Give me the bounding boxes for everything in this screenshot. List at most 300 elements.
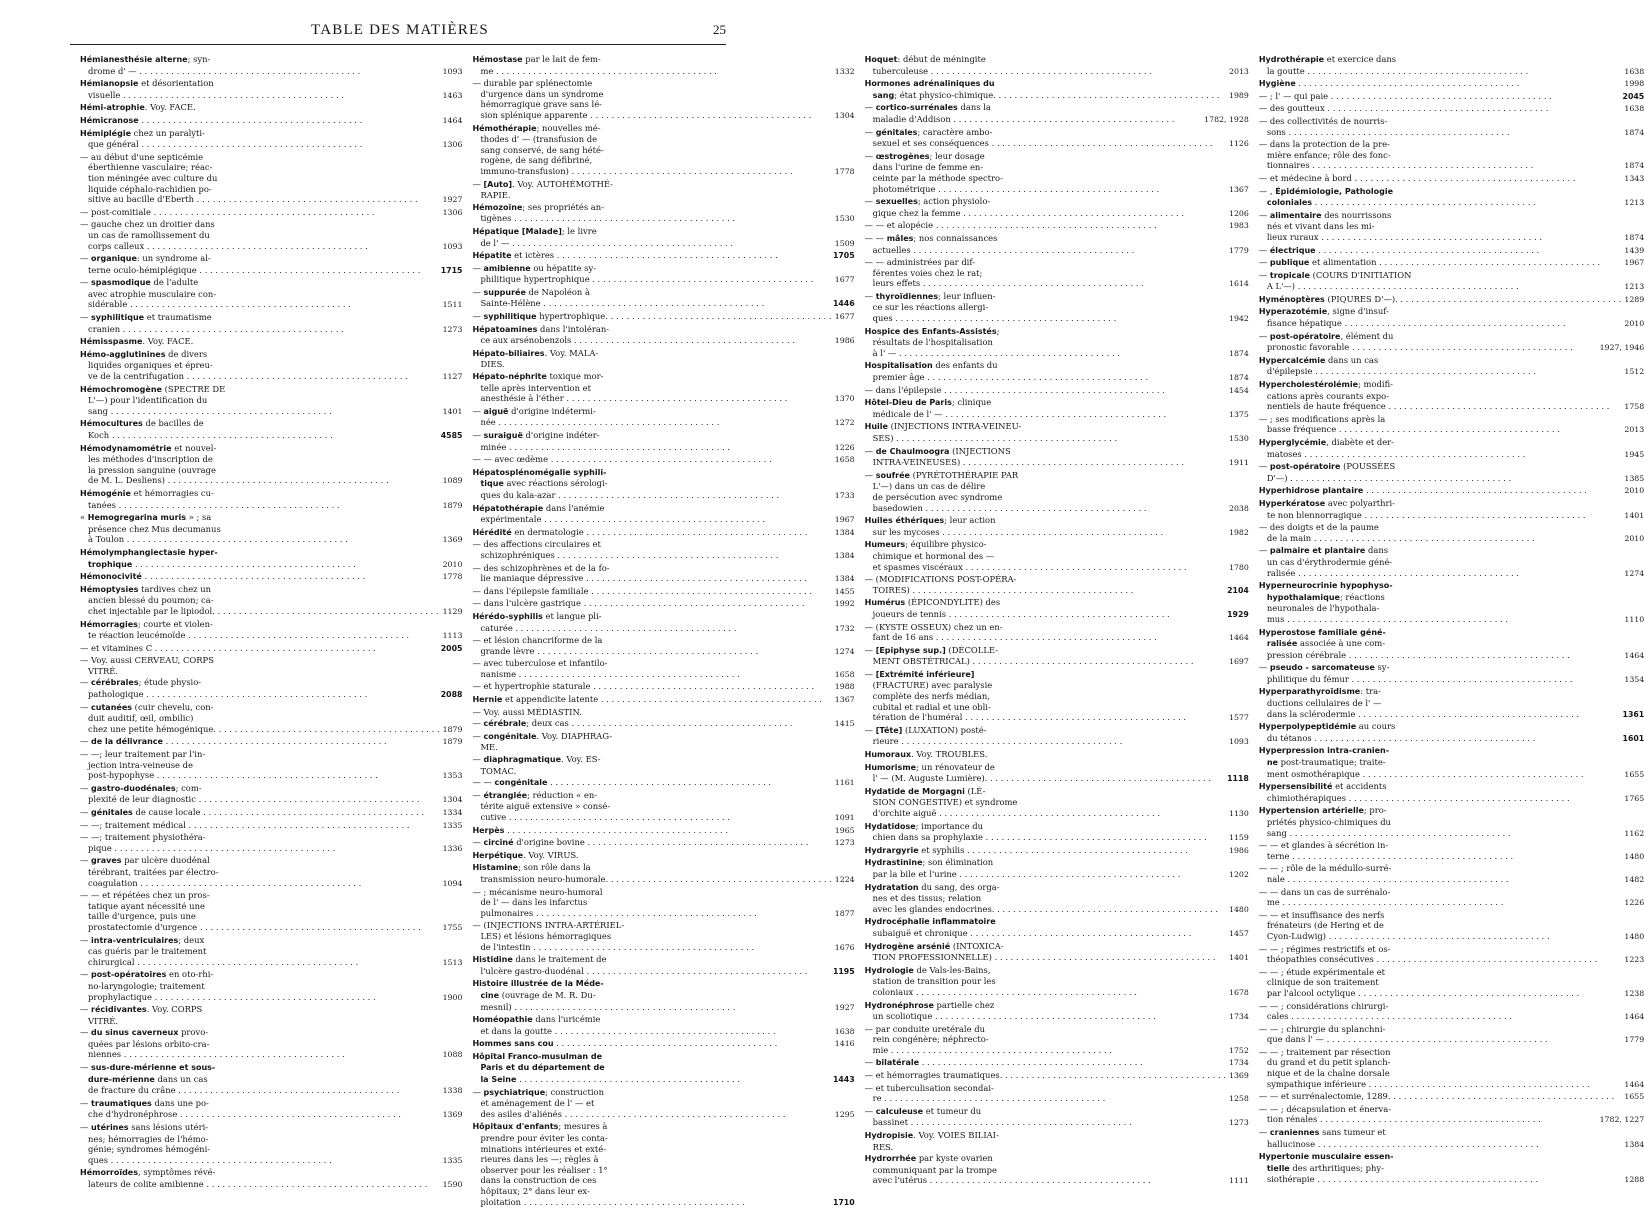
index-entry	[80, 207, 462, 219]
entry-page-ref: 1733	[834, 490, 855, 500]
index-entry	[865, 78, 1249, 101]
index-entry	[80, 749, 462, 782]
entry-text: — cérébrale; deux cas . . .	[472, 718, 831, 730]
entry-text: philitique hypertrophique . . .	[480, 274, 831, 285]
entry-text: — récidivantes. Voy. CORPS	[80, 1004, 203, 1015]
entry-text: lieux ruraux . . .	[1267, 232, 1622, 243]
entry-text: dans la sclérodermie . . .	[1267, 709, 1620, 720]
index-columns	[80, 54, 1644, 1207]
entry-page-ref: 1354	[1624, 674, 1644, 684]
entry-text: duit auditif, œil, ombilic)	[88, 713, 194, 724]
index-entry	[80, 128, 462, 151]
index-entry	[472, 754, 854, 776]
entry-page-ref: 1967	[1624, 258, 1644, 268]
index-entry	[472, 179, 854, 201]
entry-text: tion méningée avec culture du	[88, 172, 218, 183]
entry-text: Hépatosplénomégalie syphili-	[472, 467, 607, 477]
entry-page-ref: 1715	[440, 265, 463, 275]
index-entry	[1259, 173, 1644, 185]
entry-page-ref: 1697	[1228, 657, 1249, 667]
entry-text: chimique et hormonal des —	[872, 550, 995, 561]
entry-text: Hyperglycémie, diabète et der-	[1258, 437, 1394, 447]
page-header	[0, 0, 800, 48]
index-entry	[472, 1051, 854, 1086]
entry-page-ref: 1464	[1624, 1079, 1644, 1089]
entry-text: Hydrargyrie et syphilis . . .	[865, 845, 1226, 857]
entry-text: Hémolymphangiectasie hyper-	[80, 547, 218, 557]
index-entry	[865, 360, 1249, 383]
index-entry	[865, 220, 1249, 232]
index-entry	[865, 762, 1249, 785]
index-entry	[865, 291, 1249, 325]
entry-text: Hépatoamines dans l'intoléran-	[472, 323, 610, 334]
entry-text: — sexuelles; action physiolo-	[864, 196, 991, 207]
entry-text: de l' — . . .	[480, 238, 831, 249]
entry-text: — tropicale (COURS D'INITIATION	[1258, 269, 1412, 280]
entry-text: ceinte par la méthode spectro-	[872, 172, 1003, 183]
entry-text: Humeurs; équilibre physico-	[864, 539, 987, 550]
entry-text: Hémogénie et hémorragies cu-	[80, 487, 214, 498]
entry-text: niennes . . .	[88, 1049, 440, 1060]
entry-page-ref: 2088	[440, 690, 463, 700]
index-entry	[80, 1098, 462, 1121]
entry-text: rieure . . .	[873, 736, 1226, 747]
entry-text: Hémoptysies tardives chez un	[80, 583, 212, 594]
index-column-1	[80, 54, 463, 1189]
entry-page-ref: 1734	[1228, 1012, 1249, 1022]
entry-text: te réaction leucémoïde . . .	[88, 630, 440, 641]
index-entry	[1259, 745, 1644, 780]
entry-page-ref: 2013	[1624, 425, 1644, 435]
entry-page-ref: 1986	[1228, 845, 1249, 855]
entry-text: par la bile et l'urine . . .	[873, 869, 1226, 880]
entry-page-ref: 1258	[1228, 1094, 1249, 1104]
index-entry	[865, 257, 1249, 290]
entry-text: Hypertonie musculaire essen-	[1258, 1152, 1394, 1162]
entry-text: — cérébrales; étude physio-	[80, 677, 202, 688]
index-entry	[80, 312, 462, 335]
entry-text: visuelle . . .	[88, 90, 440, 101]
entry-text: Hypercalcémie dans un cas	[1258, 354, 1379, 365]
entry-page-ref: 1655	[1624, 1092, 1644, 1102]
entry-text: VITRÉ.	[88, 665, 119, 676]
entry-text: — et lésion chancriforme de la	[472, 635, 603, 646]
entry-page-ref: 2104	[1227, 585, 1249, 595]
entry-text: rieures dans les —; règles à	[480, 1154, 599, 1165]
entry-page-ref: 1338	[442, 1086, 463, 1096]
entry-text: — palmaire et plantaire dans	[1258, 545, 1389, 556]
header-rule	[70, 44, 726, 45]
entry-text: — (MODIFICATIONS POST-OPÉRA-	[864, 574, 1017, 585]
entry-text: nanisme . . .	[480, 669, 831, 680]
entry-text: — traumatiques dans une po-	[80, 1097, 209, 1108]
entry-text: frénateurs (de Hering et de	[1266, 920, 1384, 931]
entry-text: LES) et lésions hémorragiques	[480, 930, 612, 941]
entry-text: — ; ses modifications après la	[1258, 413, 1386, 424]
entry-page-ref: 1195	[832, 966, 855, 976]
entry-text: station de transition pour les	[872, 976, 996, 987]
index-entry	[865, 385, 1249, 397]
entry-page-ref: 4585	[440, 431, 463, 440]
entry-text: théopathies consécutives . . .	[1267, 954, 1622, 965]
entry-text: — — ; chirurgie du splanchni-	[1258, 1023, 1386, 1034]
index-entry	[865, 1000, 1249, 1023]
entry-text: — craniennes sans tumeur et	[1258, 1127, 1386, 1138]
entry-page-ref: 1332	[834, 66, 855, 76]
entry-text: Histamine; son rôle dans la	[472, 862, 591, 873]
entry-page-ref: 1126	[1228, 139, 1249, 149]
index-entry	[1259, 1151, 1644, 1186]
index-entry	[865, 916, 1249, 939]
index-entry	[1259, 414, 1644, 436]
index-entry	[1259, 116, 1644, 138]
entry-text: Cyon-Ludwig) . . .	[1267, 931, 1622, 942]
entry-page-ref: 1273	[834, 838, 855, 848]
entry-text: Hyperkératose avec polyarthri-	[1258, 497, 1395, 508]
index-entry	[1259, 662, 1644, 685]
entry-text: Hydrogène arsénié (INTOXICA-	[864, 940, 1004, 951]
index-entry	[865, 882, 1249, 916]
index-entry	[865, 965, 1249, 999]
entry-page-ref: 1983	[1228, 221, 1249, 231]
entry-page-ref: 1274	[834, 646, 855, 656]
index-entry	[1259, 580, 1644, 625]
entry-page-ref: 2010	[1624, 486, 1644, 496]
entry-text: lie maniaque dépressive . . .	[480, 573, 831, 584]
entry-page-ref: 1369	[442, 535, 463, 545]
entry-text: pronostic favorable . . .	[1267, 342, 1597, 353]
index-entry	[865, 196, 1249, 219]
entry-page-ref: 1614	[1228, 279, 1249, 289]
entry-text: — utérines sans lésions utéri-	[80, 1122, 209, 1133]
entry-text: ce sur les réactions allergi-	[872, 302, 989, 313]
index-entry	[1259, 1104, 1644, 1126]
entry-text: ploitation . . .	[480, 1197, 830, 1208]
entry-text: — thyroïdiennes; leur influen-	[864, 290, 996, 301]
entry-page-ref: 1874	[1624, 232, 1644, 242]
index-entry	[1259, 863, 1644, 885]
entry-page-ref: 1130	[1228, 809, 1249, 818]
entry-page-ref: 1162	[1624, 828, 1644, 838]
entry-text: (FRACTURE) avec paralysie	[872, 680, 993, 691]
index-entry	[472, 1087, 854, 1121]
entry-page-ref: 1367	[834, 695, 855, 705]
entry-text: neuronales de l'hypothala-	[1266, 603, 1380, 614]
entry-text: Hémothérapie; nouvelles mé-	[472, 122, 601, 133]
entry-page-ref: 1530	[1228, 434, 1249, 443]
entry-text: — des collectivités de nourris-	[1258, 115, 1388, 126]
page-number: 25	[713, 22, 726, 37]
entry-page-ref: 1295	[834, 1109, 855, 1119]
entry-text: no-laryngologie; traitement	[88, 980, 205, 991]
entry-text: chirurgical . . .	[88, 957, 440, 968]
entry-text: sang . . .	[1267, 828, 1622, 839]
index-entry	[80, 1167, 462, 1190]
entry-page-ref: 2038	[1228, 503, 1249, 513]
entry-text: Hypersensibilité et accidents	[1258, 781, 1387, 792]
entry-text: chet injectable par le lipiodol. . . .	[88, 606, 440, 617]
entry-text: — Voy. aussi MÉDIASTIN.	[472, 706, 582, 717]
index-entry	[80, 1062, 462, 1097]
entry-text: Hyménoptères (PIQURES D'—). . . .	[1259, 294, 1622, 306]
entry-text: grande lèvre . . .	[480, 646, 831, 657]
entry-text: premier âge . . .	[873, 372, 1226, 383]
entry-page-ref: 1577	[1228, 713, 1249, 723]
index-entry	[865, 151, 1249, 195]
entry-text: siothérapie . . .	[1267, 1174, 1622, 1185]
entry-text: pathologique . . .	[88, 689, 438, 700]
entry-page-ref: 1965	[834, 825, 855, 835]
entry-page-ref: 1480	[1624, 931, 1644, 941]
entry-text: Histidine dans le traitement de	[472, 954, 607, 965]
index-column-4	[1258, 54, 1644, 1185]
entry-text: l' — (M. Auguste Lumière). . . .	[873, 773, 1224, 784]
entry-text: cutive . . .	[480, 812, 831, 823]
entry-text: — cutanées (cuir chevelu, con-	[80, 701, 214, 712]
entry-text: complète des nerfs médian,	[872, 691, 990, 702]
entry-text: de fracture du crâne . . .	[88, 1085, 440, 1096]
index-entry	[865, 1153, 1249, 1187]
index-entry	[80, 1122, 462, 1166]
entry-text: de M. L. Desliens) . . .	[88, 475, 440, 486]
entry-text: ques . . .	[873, 313, 1226, 324]
entry-text: — — avec œdème . . .	[472, 454, 831, 465]
entry-text: Hépatothérapie dans l'anémie	[472, 502, 605, 513]
entry-text: du grand et du petit splanch-	[1266, 1057, 1391, 1068]
index-entry	[472, 1038, 854, 1050]
entry-text: Hémi-atrophie. Voy. FACE.	[80, 102, 196, 113]
entry-text: dure-mérienne dans un cas	[88, 1073, 208, 1084]
entry-text: tigènes . . .	[480, 213, 831, 224]
entry-text: cales . . .	[1267, 1011, 1622, 1022]
index-entry	[1259, 461, 1644, 484]
entry-text: Hydatide de Morgagni (LÉ-	[864, 785, 986, 796]
entry-text: sang; état physico-chimique. . . .	[873, 90, 1226, 102]
entry-text: hémorragique grave sans lé-	[480, 99, 603, 110]
entry-page-ref: 1765	[1624, 793, 1644, 803]
entry-text: — dans l'épilepsie familiale . . .	[472, 586, 831, 597]
entry-text: corps calleux . . .	[88, 241, 440, 252]
entry-text: Hémostase par le lait de fem-	[472, 54, 601, 64]
entry-text: plexité de leur diagnostic . . .	[88, 794, 440, 805]
entry-page-ref: 1306	[442, 207, 463, 217]
entry-text: éberthienne vasculaire; réac-	[88, 162, 213, 173]
entry-page-ref: 1677	[834, 312, 855, 322]
entry-text: — post-opératoire, élément du	[1258, 330, 1394, 341]
entry-page-ref: 1512	[1624, 367, 1644, 377]
index-entry	[80, 832, 462, 854]
entry-text: drome d' — . . .	[88, 66, 440, 77]
entry-text: — dans l'épilepsie . . .	[865, 385, 1226, 396]
entry-text: — bilatérale . . .	[865, 1057, 1226, 1069]
entry-page-ref: 1110	[1624, 614, 1644, 624]
entry-text: — électrique . . .	[1259, 245, 1622, 257]
index-entry	[1259, 78, 1644, 90]
index-entry	[472, 837, 854, 849]
index-entry	[1259, 294, 1644, 306]
entry-text: ment osmothérapique . . .	[1267, 769, 1622, 780]
entry-page-ref: 1464	[1624, 650, 1644, 660]
entry-text: Hôtel-Dieu de Paris; clinique	[864, 397, 992, 408]
entry-page-ref: 1879	[442, 724, 463, 734]
index-entry	[472, 454, 854, 466]
entry-text: Hôpitaux d'enfants; mesures à	[472, 1121, 608, 1132]
entry-page-ref: 1782, 1227	[1599, 1115, 1644, 1125]
index-entry	[865, 622, 1249, 644]
entry-text: présence chez Mus decumanus	[88, 523, 221, 534]
entry-text: me . . .	[1267, 897, 1622, 908]
entry-text: et spasmes viscéraux . . .	[873, 562, 1226, 573]
index-entry	[1259, 245, 1644, 257]
entry-text: chien dans sa prophylaxie . . .	[873, 832, 1226, 843]
entry-text: et aménagement de l' — et	[480, 1098, 595, 1109]
entry-text: ne post-traumatique; traite-	[1266, 757, 1386, 768]
index-entry	[865, 645, 1249, 668]
entry-text: — — dans un cas de surrénalo-	[1258, 886, 1391, 897]
entry-page-ref: 1111	[1228, 1176, 1249, 1186]
entry-page-ref: 1782, 1928	[1204, 114, 1249, 124]
entry-text: — —; leur traitement par l'in-	[80, 749, 206, 760]
entry-text: Hépato-biliaires. Voy. MALA-	[472, 347, 599, 358]
index-entry	[865, 749, 1249, 761]
entry-text: rogène, de sang défibriné,	[480, 155, 593, 166]
entry-page-ref: 1118	[1227, 774, 1249, 784]
entry-page-ref: 1480	[1228, 904, 1249, 914]
entry-page-ref: 1480	[1624, 851, 1644, 861]
index-entry	[472, 527, 854, 539]
entry-page-ref: 1874	[1228, 348, 1249, 358]
entry-page-ref: 1879	[442, 737, 463, 747]
entry-text: Hyperhidrose plantaire . . .	[1259, 485, 1622, 497]
entry-text: thodes d' — (transfusion de	[480, 134, 598, 145]
entry-text: — — et glandes à sécrétion in-	[1258, 840, 1389, 851]
index-entry	[865, 1057, 1249, 1069]
entry-text: sur les mycoses . . .	[873, 527, 1226, 538]
entry-text: — — ; rôle de la médullo-surré-	[1258, 863, 1392, 874]
entry-text: subaiguë et chronique . . .	[873, 928, 1226, 939]
index-entry	[80, 102, 462, 114]
entry-page-ref: 1638	[1624, 104, 1644, 114]
index-entry	[472, 681, 854, 693]
entry-page-ref: 1942	[1228, 314, 1249, 324]
entry-page-ref: 1929	[1227, 609, 1249, 619]
entry-text: de l' — dans les infarctus	[480, 897, 588, 908]
entry-page-ref: 1443	[832, 1075, 855, 1085]
entry-page-ref: 1779	[1624, 1035, 1644, 1045]
entry-text: TION PROFESSIONNELLE) . . .	[873, 952, 1226, 963]
entry-text: — et hypertrophie staturale . . .	[472, 681, 831, 692]
entry-text: cranien . . .	[88, 324, 440, 335]
index-entry	[865, 574, 1249, 596]
entry-text: les méthodes d'inscription de	[88, 454, 213, 465]
entry-text: TOMAC.	[480, 765, 517, 776]
index-entry	[472, 978, 854, 1013]
entry-text: Hydratation du sang, des orga-	[864, 881, 1000, 892]
entry-page-ref: 1601	[1622, 733, 1644, 743]
entry-page-ref: 1705	[832, 251, 855, 261]
index-entry	[80, 736, 462, 748]
entry-text: basedowien . . .	[873, 503, 1226, 514]
index-entry	[80, 512, 462, 546]
entry-page-ref: 1590	[442, 1180, 463, 1189]
entry-text: « Hemogregarina muris » ; sa	[80, 512, 212, 523]
entry-text: — — et répétées chez un pros-	[80, 890, 210, 901]
entry-text: — et vitamines C . . .	[80, 643, 438, 654]
index-entry	[80, 219, 462, 252]
entry-text: Hémianopsie et désorientation	[80, 78, 214, 89]
index-entry	[80, 253, 462, 276]
entry-page-ref: 2010	[1624, 533, 1644, 543]
entry-page-ref: 1638	[1624, 66, 1644, 76]
index-entry	[1259, 210, 1644, 244]
entry-text: INTRA-VEINEUSES) . . .	[873, 457, 1226, 468]
entry-text: cations après courants expo-	[1266, 390, 1389, 401]
entry-page-ref: 1927, 1946	[1599, 343, 1644, 353]
entry-text: Humérus (ÉPICONDYLITE) des	[864, 597, 1001, 608]
index-entry	[865, 233, 1249, 256]
entry-text: — (KYSTE OSSEUX) chez un en-	[864, 621, 1003, 632]
entry-text: RES.	[872, 1141, 894, 1152]
entry-text: pique . . .	[88, 843, 440, 854]
index-entry	[1259, 103, 1644, 115]
entry-text: expérimentale . . .	[480, 514, 831, 525]
entry-text: — calculeuse et tumeur du	[864, 1105, 982, 1116]
index-entry	[80, 677, 462, 700]
entry-text: photométrique . . .	[873, 184, 1226, 195]
entry-page-ref: 1093	[1228, 737, 1249, 747]
entry-text: Hydrastinine; son élimination	[864, 857, 994, 868]
entry-text: philitique du fémur . . .	[1267, 674, 1622, 685]
index-entry	[80, 115, 462, 127]
entry-text: — de Chaulmoogra (INJECTIONS	[864, 445, 1011, 456]
entry-text: et dans la goutte . . .	[480, 1026, 831, 1037]
entry-text: Hépatite et ictères . . .	[472, 250, 830, 262]
index-entry	[865, 597, 1249, 620]
entry-text: MENT OBSTÉTRICAL) . . .	[873, 656, 1226, 667]
index-entry	[865, 421, 1249, 444]
entry-text: Hémonocivité . . .	[80, 571, 440, 583]
entry-page-ref: 1304	[442, 795, 463, 805]
index-entry	[80, 584, 462, 618]
entry-page-ref: 1401	[1228, 953, 1249, 963]
entry-page-ref: 1779	[1228, 245, 1249, 255]
entry-page-ref: 1213	[1624, 198, 1644, 208]
entry-text: mesnil) . . .	[480, 1002, 831, 1013]
entry-text: Paris et du département de	[480, 1063, 605, 1073]
entry-page-ref: 1945	[1624, 449, 1644, 459]
entry-text: — génitales; caractère ambo-	[864, 126, 993, 137]
entry-text: taille d'urgence, puis une	[88, 911, 196, 922]
entry-text: dans l'urine de femme en-	[872, 162, 984, 173]
entry-text: — syphilitique hypertrophique. . . .	[472, 311, 831, 323]
entry-text: — dans la protection de la pre-	[1258, 139, 1390, 150]
index-entry	[80, 547, 462, 570]
index-entry	[1259, 545, 1644, 579]
index-entry	[472, 348, 854, 370]
entry-page-ref: 1455	[834, 586, 855, 596]
entry-text: de la main . . .	[1267, 533, 1622, 544]
entry-text: férentes voies chez le rat;	[872, 267, 983, 278]
index-entry	[1259, 1024, 1644, 1046]
entry-text: liquide céphalo-rachidien po-	[88, 183, 212, 194]
entry-page-ref: 1655	[1624, 769, 1644, 779]
entry-text: que dans l' — . . .	[1267, 1034, 1622, 1045]
entry-text: Hérédo-syphilis et langue pli-	[472, 610, 602, 621]
entry-page-ref: 1989	[1228, 90, 1249, 100]
index-entry	[472, 539, 854, 561]
entry-page-ref: 1676	[834, 942, 855, 952]
entry-text: à Toulon . . .	[88, 534, 440, 545]
